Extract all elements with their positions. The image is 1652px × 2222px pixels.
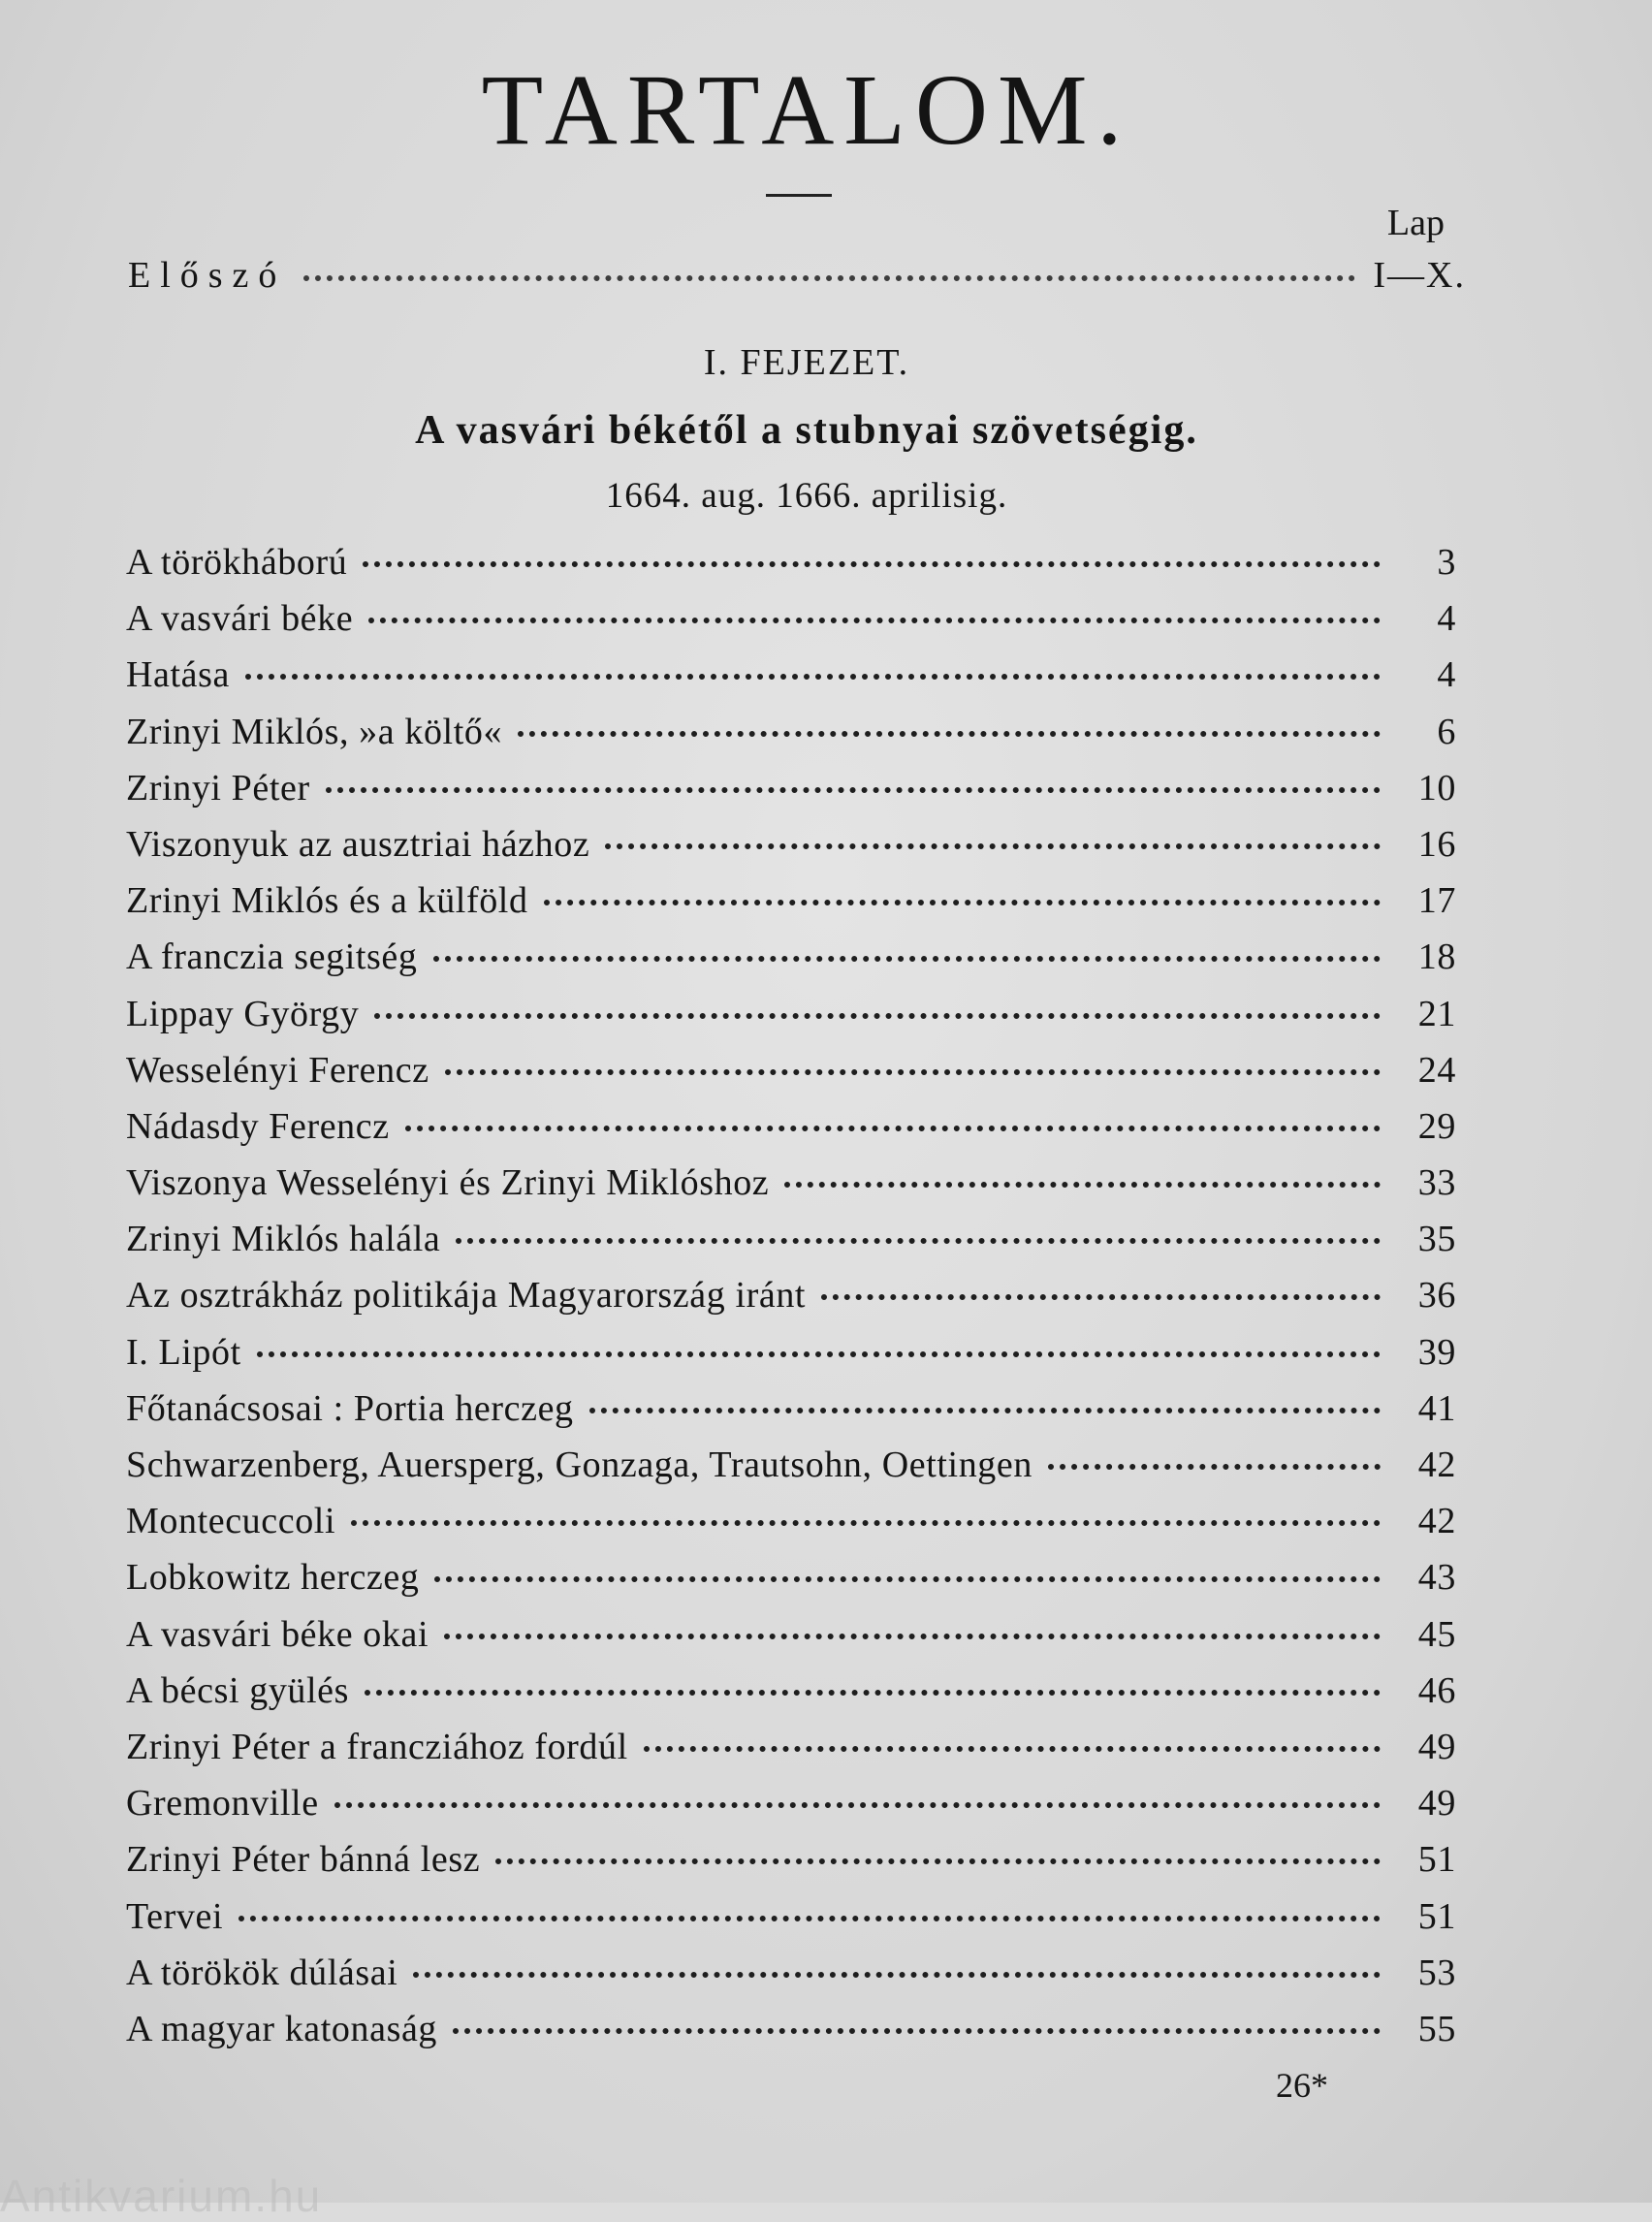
toc-entry-title: Gremonville (126, 1783, 319, 1825)
toc-entry-title: A magyar katonaság (126, 2008, 438, 2049)
toc-entry (126, 936, 1456, 992)
toc-entry (126, 1500, 1456, 1556)
toc-entry-title: A franczia segitség (126, 936, 418, 978)
dot-leader (413, 1972, 1381, 1978)
toc-entry-title: Zrinyi Miklós és a külföld (126, 880, 528, 922)
toc-entry (126, 1726, 1456, 1782)
toc-entry-title: I. Lipót (126, 1331, 241, 1373)
toc-entry-title: A törökök dúlásai (126, 1952, 398, 1993)
toc-entry-page: 33 (1417, 1162, 1456, 1204)
toc-entry-title: Viszonyuk az ausztriai házhoz (126, 823, 590, 865)
toc-entry (126, 879, 1456, 936)
toc-entry-title: Az osztrákház politikája Magyarország iránt (126, 1275, 807, 1317)
toc-entry-title: Montecuccoli (126, 1501, 336, 1542)
toc-entry-title: Zrinyi Péter a francziához fordúl (126, 1726, 628, 1767)
toc-entry (126, 1161, 1456, 1218)
toc-entry-page: 49 (1417, 1726, 1456, 1767)
dot-leader (544, 900, 1381, 905)
toc-entry-page: 45 (1417, 1613, 1456, 1655)
dot-leader (238, 1916, 1381, 1921)
title-rule (766, 194, 832, 197)
dot-leader (644, 1746, 1381, 1752)
dot-leader (821, 1294, 1381, 1300)
toc-entry (126, 1556, 1456, 1612)
toc-entry-title: Schwarzenberg, Auersperg, Gonzaga, Trautsohn, Oettingen (126, 1444, 1032, 1485)
toc-entry-page: 39 (1417, 1331, 1456, 1373)
dot-leader (303, 275, 1355, 281)
toc-entry (126, 1331, 1456, 1387)
chapter-number: I. FEJEZET. (703, 342, 910, 383)
toc-entry-page: 42 (1417, 1501, 1456, 1542)
dot-leader (589, 1408, 1381, 1413)
toc-entry-title: A vasvári béke (126, 598, 354, 640)
toc-entry (126, 1613, 1456, 1669)
toc-entry-title: A vasvári béke okai (126, 1613, 429, 1655)
toc-entry-page: 49 (1417, 1783, 1456, 1825)
preface-page: I—X. (1373, 255, 1466, 296)
preface-entry (128, 254, 1466, 297)
chapter-heading: A vasvári békétől a stubnyai szövetségig. (415, 408, 1198, 453)
toc-entry-page: 6 (1437, 711, 1456, 752)
dot-leader (453, 2028, 1381, 2034)
toc-entry-page: 41 (1417, 1387, 1456, 1429)
chapter-dates: 1664. aug. 1666. aprilisig. (605, 476, 1008, 516)
toc-entry-title: Zrinyi Miklós, »a költő« (126, 711, 503, 752)
page-title: TARTALOM. (481, 54, 1132, 166)
toc-entry-page: 36 (1417, 1275, 1456, 1317)
toc-entry (126, 1274, 1456, 1330)
dot-leader (518, 731, 1381, 737)
dot-leader (433, 956, 1381, 962)
toc-entry-title: Viszonya Wesselényi és Zrinyi Miklóshoz (126, 1162, 770, 1204)
toc-entry-page: 24 (1417, 1049, 1456, 1091)
toc-entry-page: 18 (1417, 936, 1456, 978)
toc-entry (126, 1895, 1456, 1952)
dot-leader (434, 1576, 1381, 1582)
toc-entry (126, 823, 1456, 879)
dot-leader (374, 1013, 1381, 1019)
dot-leader (405, 1126, 1381, 1131)
toc-entry-page: 42 (1417, 1444, 1456, 1485)
toc-entry-page: 43 (1417, 1557, 1456, 1599)
toc-entry-title: Lippay György (126, 993, 360, 1034)
dot-leader (365, 1690, 1381, 1696)
toc-entry-title: Wesselényi Ferencz (126, 1049, 429, 1091)
dot-leader (605, 843, 1381, 849)
toc-entry-page: 16 (1417, 823, 1456, 865)
toc-list (126, 541, 1456, 2064)
toc-entry-page: 46 (1417, 1669, 1456, 1711)
toc-entry-title: A törökháború (126, 542, 348, 583)
dot-leader (368, 618, 1381, 623)
toc-entry (126, 1952, 1456, 2008)
toc-entry (126, 993, 1456, 1049)
toc-entry-page: 51 (1417, 1839, 1456, 1881)
dot-leader (334, 1802, 1381, 1808)
toc-entry-title: Zrinyi Péter (126, 767, 310, 809)
dot-leader (351, 1520, 1381, 1526)
watermark: Antikvarium.hu (0, 2171, 323, 2221)
toc-entry (126, 1838, 1456, 1894)
toc-entry (126, 1218, 1456, 1274)
toc-entry-title: Tervei (126, 1895, 224, 1937)
dot-leader (444, 1634, 1381, 1639)
toc-entry-title: Zrinyi Péter bánná lesz (126, 1839, 481, 1881)
toc-entry-page: 35 (1417, 1219, 1456, 1260)
toc-entry (126, 1049, 1456, 1105)
dot-leader (245, 674, 1381, 680)
toc-entry-page: 4 (1437, 654, 1456, 696)
toc-entry (126, 653, 1456, 710)
toc-entry-page: 4 (1437, 598, 1456, 640)
toc-entry-title: A bécsi gyülés (126, 1669, 350, 1711)
dot-leader (456, 1238, 1381, 1244)
toc-entry-title: Nádasdy Ferencz (126, 1105, 390, 1147)
preface-label: Előszó (128, 255, 287, 296)
toc-entry-page: 17 (1417, 880, 1456, 922)
dot-leader (326, 787, 1381, 793)
dot-leader (495, 1858, 1381, 1864)
toc-entry (126, 1105, 1456, 1161)
toc-entry-title: Főtanácsosai : Portia herczeg (126, 1387, 574, 1429)
toc-entry (126, 767, 1456, 823)
dot-leader (257, 1351, 1381, 1357)
toc-entry (126, 711, 1456, 767)
toc-entry-page: 29 (1417, 1105, 1456, 1147)
toc-entry-title: Lobkowitz herczeg (126, 1557, 420, 1599)
toc-entry-page: 3 (1437, 542, 1456, 583)
toc-entry-page: 55 (1417, 2008, 1456, 2049)
page-column-label: Lap (1386, 203, 1445, 243)
toc-entry (126, 597, 1456, 653)
toc-entry (126, 2008, 1456, 2064)
toc-entry (126, 1669, 1456, 1726)
dot-leader (445, 1069, 1381, 1075)
toc-entry-title: Zrinyi Miklós halála (126, 1219, 441, 1260)
dot-leader (363, 561, 1381, 567)
toc-entry-title: Hatása (126, 654, 230, 696)
toc-entry-page: 51 (1417, 1895, 1456, 1937)
toc-entry-page: 53 (1417, 1952, 1456, 1993)
toc-entry (126, 541, 1456, 597)
toc-entry (126, 1782, 1456, 1838)
signature-mark: 26* (1276, 2066, 1328, 2105)
toc-entry (126, 1444, 1456, 1500)
dot-leader (1048, 1464, 1381, 1470)
toc-entry (126, 1387, 1456, 1444)
toc-entry-page: 21 (1417, 993, 1456, 1034)
dot-leader (784, 1182, 1381, 1188)
toc-entry-page: 10 (1417, 767, 1456, 809)
